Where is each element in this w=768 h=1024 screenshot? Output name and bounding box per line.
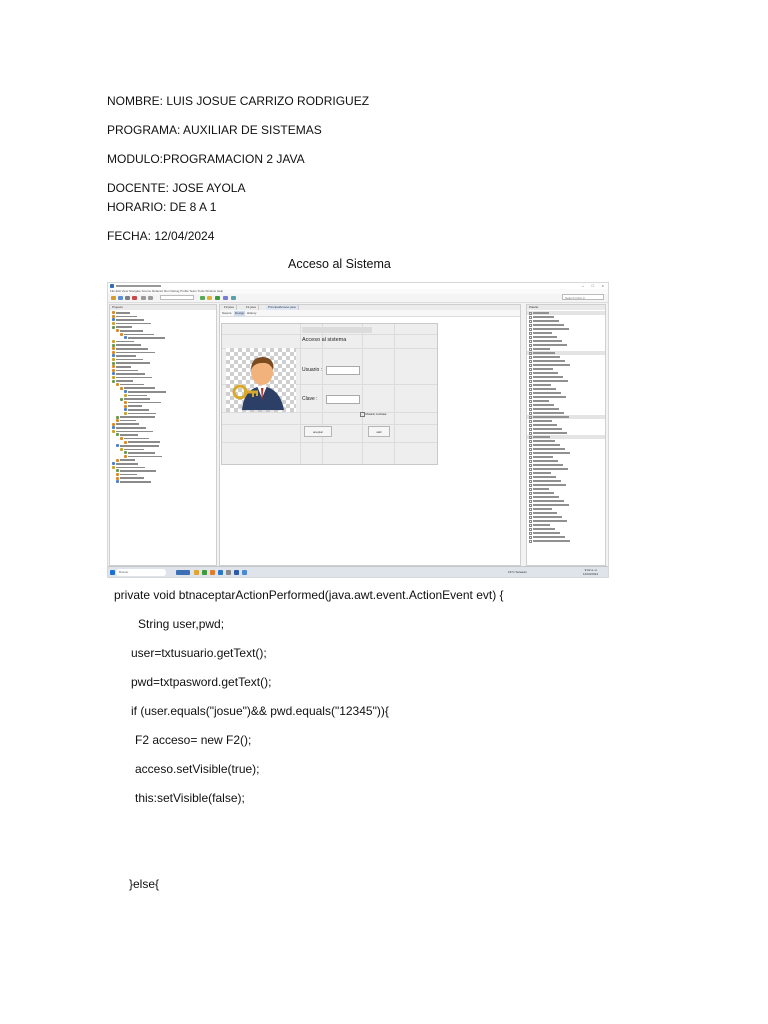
tree-row-text [124,334,154,336]
component-icon [529,540,532,543]
folder-icon [112,362,115,365]
history-mode: History [247,311,257,315]
taskbar-clock [583,569,598,576]
palette-title: Palette [527,305,605,310]
component-icon [529,460,532,463]
folder-icon [112,380,115,383]
netbeans-icon [110,284,114,288]
tree-row-text [120,477,144,479]
palette-row-text [533,500,564,502]
program-line: PROGRAMA: AUXILIAR DE SISTEMAS [107,123,322,137]
folder-icon [112,376,115,379]
tree-row-text [116,344,141,346]
palette-row-text [533,396,566,398]
netbeans-taskbar-icon [234,570,239,575]
user-image [226,348,296,412]
palette-row-text [533,520,567,522]
tree-row-text [124,387,155,389]
component-icon [529,444,532,447]
app-icon [210,570,215,575]
folder-icon [112,365,115,368]
component-icon [529,504,532,507]
tree-row-text [116,373,145,375]
component-icon [529,496,532,499]
folder-icon [124,455,127,458]
palette-row-text [533,492,554,494]
component-icon [529,412,532,415]
palette-row-text [533,328,569,330]
palette-row-text [533,448,565,450]
component-icon [529,448,532,451]
close-icon: × [601,283,604,288]
component-icon [529,500,532,503]
taskbar-time: 9:02 a. m. [584,568,598,572]
palette-row-text [533,356,560,358]
run-icon [215,296,220,300]
palette-row-text [533,444,560,446]
palette-row-text [533,508,552,510]
palette-row-text [533,312,549,314]
palette-row-text [533,412,564,414]
component-icon [529,400,532,403]
redo-icon [148,296,153,300]
code-line-7: acceso.setVisible(true); [135,762,260,776]
folder-icon [116,383,119,386]
component-icon [529,464,532,467]
tree-row-text [120,420,136,422]
palette-row-text [533,532,560,534]
component-icon [529,516,532,519]
component-icon [529,360,532,363]
config-dropdown [160,295,194,300]
palette-row [527,539,605,543]
code-line-3: user=txtusuario.getText(); [131,646,267,660]
tree-row-text [116,423,139,425]
palette-row-text [533,320,559,322]
component-icon [529,380,532,383]
tree-row-text [120,445,159,447]
chrome-icon [202,570,207,575]
component-icon [529,384,532,387]
palette-row-text [533,392,561,394]
component-icon [529,512,532,515]
component-icon [529,328,532,331]
folder-icon [112,430,115,433]
component-icon [529,468,532,471]
explorer-icon [194,570,199,575]
tree-row-text [128,391,166,393]
component-icon [529,472,532,475]
tree-row-text [128,402,161,404]
ide-toolbar [108,294,608,303]
palette-row-text [533,536,565,538]
windows-taskbar [108,566,608,578]
component-icon [529,352,532,355]
code-line-9: }else{ [129,877,160,891]
component-icon [529,432,532,435]
palette-row-text [533,452,570,454]
palette-row-text [533,484,566,486]
palette-row-text [533,480,561,482]
mostrar-label: Mostrar contrase [365,412,387,416]
palette-row-text [533,468,568,470]
projects-panel-title: Projects [110,305,216,310]
new-project-icon [111,296,116,300]
ide-menubar: File Edit View Navigate Source Refactor Run Debug Profile Team Tools Window Help [108,289,609,294]
palette-row-text [533,352,555,354]
tree-row-text [120,470,156,472]
component-icon [529,356,532,359]
tree-row-text [120,459,135,461]
tree-row-text [128,409,149,411]
form-title: Acceso al sistema [302,337,347,343]
aceptar-button: aceptar [304,426,332,437]
tree-row-text [120,384,144,386]
palette-row-text [533,384,551,386]
component-icon [529,388,532,391]
minimize-icon: – [581,283,584,288]
folder-icon [120,448,123,451]
tree-row-text [116,366,131,368]
maximize-icon: □ [591,283,594,288]
component-icon [529,324,532,327]
tree-row-text [128,395,147,397]
component-icon [529,348,532,351]
palette-row-text [533,364,570,366]
palette-row-text [533,516,562,518]
tree-row-text [128,337,165,339]
tree-row-text [116,377,152,379]
component-icon [529,340,532,343]
tab-f1: F1.java [244,305,259,310]
tree-row-text [120,481,151,483]
tree-row-text [128,456,162,458]
component-icon [529,528,532,531]
widget-icon [176,570,190,575]
folder-icon [116,416,119,419]
tree-row-text [124,438,149,440]
palette-row-text [533,512,557,514]
palette-row-text [533,504,569,506]
tree-row-text [116,348,148,350]
component-icon [529,404,532,407]
palette-row-text [533,376,563,378]
title-placeholder-bar [302,327,372,333]
code-line-1: private void btnaceptarActionPerformed(java.awt.event.ActionEvent evt) { [114,588,504,602]
palette-row-text [533,428,562,430]
component-icon [529,452,532,455]
folder-icon [116,459,119,462]
salir-button: salir [368,426,390,437]
palette-row-text [533,336,557,338]
folder-icon [112,358,115,361]
ide-screenshot [107,282,609,578]
palette-row-text [533,460,558,462]
folder-icon [112,462,115,465]
palette-row-text [533,464,563,466]
palette-row-text [533,340,562,342]
tree-row-text [128,441,160,443]
tree-row-text [128,413,156,415]
component-icon [529,368,532,371]
tree-row-text [116,467,145,469]
teacher-line: DOCENTE: JOSE AYOLA [107,181,246,195]
folder-icon [112,347,115,350]
palette-row-text [533,400,549,402]
folder-icon [124,394,127,397]
folder-icon [124,405,127,408]
folder-icon [124,401,127,404]
folder-icon [112,322,115,325]
tab-f2: F2.java [222,305,237,310]
student-name: NOMBRE: LUIS JOSUE CARRIZO RODRIGUEZ [107,94,370,108]
editor-mode-bar [220,310,520,317]
tree-row-text [124,398,150,400]
folder-icon [112,351,115,354]
folder-icon [112,369,115,372]
mostrar-checkbox [360,412,386,417]
folder-icon [116,477,119,480]
component-icon [529,396,532,399]
palette-row-text [533,524,550,526]
section-title: Acceso al Sistema [288,257,391,271]
palette-row-text [533,372,558,374]
user-key-icon [226,348,296,412]
component-icon [529,536,532,539]
folder-icon [112,466,115,469]
schedule-line: HORARIO: DE 8 A 1 [107,200,217,214]
usuario-label: Usuario : [302,367,323,373]
tree-row-text [116,463,138,465]
folder-icon [112,423,115,426]
component-icon [529,392,532,395]
photos-icon [242,570,247,575]
tree-row-text [116,319,144,321]
build-icon [200,296,205,300]
tree-row-text [116,362,150,364]
component-icon [529,420,532,423]
component-icon [529,332,532,335]
folder-icon [116,480,119,483]
palette-row-text [533,432,567,434]
folder-icon [112,315,115,318]
clave-input [326,395,360,404]
tree-row-text [116,359,143,361]
component-icon [529,436,532,439]
palette-list [527,310,605,543]
component-icon [529,316,532,319]
component-icon [529,488,532,491]
tab-principal-acceso: PrincipalAcceso.java [266,305,299,310]
palette-row-text [533,456,553,458]
component-icon [529,312,532,315]
palette-row-text [533,344,567,346]
folder-icon [124,441,127,444]
profile-icon [231,296,236,300]
palette-row-text [533,404,554,406]
component-icon [529,476,532,479]
folder-icon [120,398,123,401]
save-icon [132,296,137,300]
folder-icon [116,329,119,332]
palette-row-text [533,424,557,426]
component-icon [529,424,532,427]
component-icon [529,520,532,523]
tree-row-text [116,355,136,357]
clean-icon [207,296,212,300]
component-icon [529,456,532,459]
clave-label: Clave : [302,396,318,402]
tree-row-text [120,434,138,436]
code-line-2: String user,pwd; [138,617,225,631]
tree-row-text [116,312,130,314]
folder-icon [120,333,123,336]
palette-row-text [533,316,554,318]
design-mode: Design [235,310,245,315]
palette-row-text [533,368,553,370]
taskbar-weather: 19°C Soleado [508,570,527,574]
usuario-input [326,366,360,375]
component-icon [529,480,532,483]
tree-row-text [116,326,132,328]
component-icon [529,336,532,339]
window-title-text [116,285,161,287]
folder-icon [116,419,119,422]
open-icon [125,296,130,300]
windows-start-icon [110,570,115,575]
tree-row-text [120,474,137,476]
tree-row-text [116,431,153,433]
palette-row-text [533,476,556,478]
tree-row-text [128,452,155,454]
palette-row-text [533,528,555,530]
jframe-preview [221,323,438,465]
palette-row-text [533,332,552,334]
folder-icon [120,437,123,440]
folder-icon [112,340,115,343]
folder-icon [124,412,127,415]
component-icon [529,320,532,323]
component-icon [529,508,532,511]
palette-row-text [533,540,570,542]
palette-row-text [533,380,568,382]
component-icon [529,364,532,367]
taskbar-date: 12/04/2024 [582,571,598,576]
undo-icon [141,296,146,300]
code-line-5: if (user.equals("josue")&& pwd.equals("12345")){ [131,704,389,718]
component-icon [529,344,532,347]
component-icon [529,416,532,419]
component-icon [529,408,532,411]
date-line: FECHA: 12/04/2024 [107,229,215,243]
palette-row-text [533,436,550,438]
palette-row-text [533,388,556,390]
palette-row-text [533,416,569,418]
new-file-icon [118,296,123,300]
tree-row-text [116,427,146,429]
palette-row-text [533,472,551,474]
palette-row-text [533,360,565,362]
component-icon [529,484,532,487]
tree-row-text [120,330,143,332]
debug-icon [223,296,228,300]
folder-icon [116,473,119,476]
component-icon [529,492,532,495]
tree-row-text [116,341,134,343]
folder-icon [120,387,123,390]
palette-row-text [533,324,564,326]
component-icon [529,440,532,443]
component-icon [529,428,532,431]
folder-icon [116,444,119,447]
component-icon [529,372,532,375]
tree-row-text [128,405,142,407]
palette-row-text [533,348,550,350]
folder-icon [112,326,115,329]
tree-row [110,480,216,484]
component-icon [529,376,532,379]
projects-panel [109,304,217,566]
palette-row-text [533,488,549,490]
code-line-8: this:setVisible(false); [135,791,245,805]
tree-row-text [120,416,155,418]
ide-search-input: Search (Ctrl+I) [562,294,604,300]
source-mode: Source [222,311,232,315]
tree-row-text [116,380,133,382]
tree-row-text [116,316,137,318]
project-tree [110,310,216,484]
folder-icon [112,344,115,347]
mail-icon [226,570,231,575]
module-line: MODULO:PROGRAMACION 2 JAVA [107,152,305,166]
palette-row-text [533,496,559,498]
tree-row-text [116,323,151,325]
component-icon [529,532,532,535]
code-line-6: F2 acceso= new F2(); [135,733,252,747]
edge-icon [218,570,223,575]
component-icon [529,524,532,527]
code-line-4: pwd=txtpasword.getText(); [131,675,272,689]
palette-row-text [533,420,552,422]
taskbar-search: Buscar [116,569,166,576]
palette-panel [526,304,606,566]
tree-row-text [124,449,144,451]
tree-row-text [116,352,155,354]
tree-row-text [116,370,138,372]
palette-row-text [533,440,555,442]
palette-row-text [533,408,559,410]
